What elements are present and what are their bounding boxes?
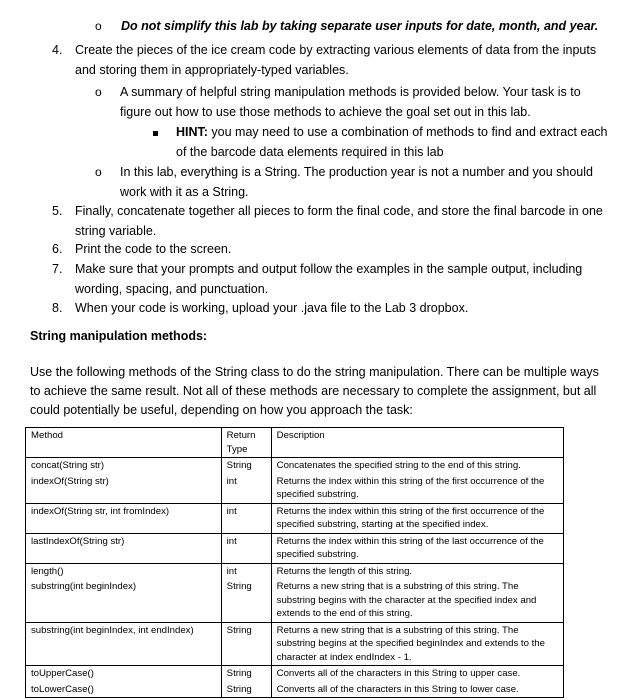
return-type-cell: String — [221, 682, 271, 698]
header-method: Method — [26, 428, 222, 458]
table-row — [26, 579, 564, 622]
method-cell: substring(int beginIndex, int endIndex) — [26, 622, 222, 666]
return-type-cell: String — [221, 458, 271, 474]
paragraph-line-3: could potentially be useful, depending on how you approach the task: — [30, 403, 413, 417]
return-type-cell: int — [221, 533, 271, 563]
sub-bullet-b-line-2: work with it as a String. — [120, 185, 249, 199]
table-row — [26, 563, 564, 579]
methods-table — [25, 427, 564, 698]
step-4-line-1: Create the pieces of the ice cream code by extracting various elements of data from the inputs — [75, 43, 597, 57]
step-7-line-1: Make sure that your prompts and output follow the examples in the sample output, including — [75, 262, 583, 276]
description-cell: Returns the length of this string. — [271, 563, 563, 579]
step-7-line-2: wording, spacing, and punctuation. — [75, 282, 269, 296]
description-cell: Returns the index within this string of the first occurrence of the specified substring. — [271, 474, 563, 504]
step-5-line-2: string variable. — [75, 224, 157, 238]
step-number: 4. — [52, 43, 63, 57]
description-cell: Returns the index within this string of the first occurrence of the specified substring, starting at the specified index. — [271, 503, 563, 533]
hint-label: HINT: — [176, 125, 208, 139]
return-type-cell: int — [221, 474, 271, 504]
table-row — [26, 474, 564, 504]
table-row — [26, 622, 564, 666]
table-row — [26, 682, 564, 698]
method-cell: concat(String str) — [26, 458, 222, 474]
method-cell: toLowerCase() — [26, 682, 222, 698]
header-description: Description — [271, 428, 563, 458]
step-5-line-1: Finally, concatenate together all pieces to form the final code, and store the final barcode in one — [75, 204, 603, 218]
description-cell: Concatenates the specified string to the end of this string. — [271, 458, 563, 474]
return-type-cell: String — [221, 622, 271, 666]
return-type-cell: String — [221, 579, 271, 622]
method-cell: substring(int beginIndex) — [26, 579, 222, 622]
return-type-cell: String — [221, 666, 271, 682]
table-row — [26, 503, 564, 533]
hint-text: you may need to use a combination of methods to find and extract each — [207, 125, 608, 139]
hollow-bullet-icon: o — [95, 165, 102, 179]
step-6-line-1: Print the code to the screen. — [75, 242, 232, 256]
header-return-type: Return Type — [221, 428, 271, 458]
sub-bullet-a-line-2: figure out how to use those methods to achieve the goal set out in this lab. — [120, 105, 531, 119]
return-type-cell: int — [221, 563, 271, 579]
return-type-cell: int — [221, 503, 271, 533]
hint-line-2: of the barcode data elements required in this lab — [176, 145, 444, 159]
description-cell: Converts all of the characters in this String to upper case. — [271, 666, 563, 682]
method-cell: toUpperCase() — [26, 666, 222, 682]
description-cell: Returns a new string that is a substring of this string. The substring begins with the character at the specified index and extends to the end of this string. — [271, 579, 563, 622]
method-cell: indexOf(String str) — [26, 474, 222, 504]
step-number: 6. — [52, 242, 63, 256]
section-heading: String manipulation methods: — [30, 329, 208, 343]
hollow-bullet-icon: o — [95, 85, 102, 99]
description-cell: Returns the index within this string of the last occurrence of the specified substring. — [271, 533, 563, 563]
intro-bullet-text: Do not simplify this lab by taking separate user inputs for date, month, and year. — [121, 19, 599, 33]
sub-bullet-a-line-1: A summary of helpful string manipulation methods is provided below. Your task is to — [120, 85, 581, 99]
table-row — [26, 666, 564, 682]
hint-line-1 — [176, 123, 608, 143]
paragraph-line-2: to achieve the same result. Not all of these methods are necessary to complete the assignment, but all — [30, 384, 597, 398]
table-row — [26, 458, 564, 474]
step-8-line-1: When your code is working, upload your .java file to the Lab 3 dropbox. — [75, 301, 469, 315]
method-cell: lastIndexOf(String str) — [26, 533, 222, 563]
step-number: 8. — [52, 301, 63, 315]
step-number: 7. — [52, 262, 63, 276]
table-header-row — [26, 428, 564, 458]
description-cell: Returns a new string that is a substring of this string. The substring begins at the specified beginIndex and extends to the character at index endIndex - 1. — [271, 622, 563, 666]
sub-bullet-b-line-1: In this lab, everything is a String. The production year is not a number and you should — [120, 165, 593, 179]
paragraph-line-1: Use the following methods of the String class to do the string manipulation. There can be multiple ways — [30, 365, 599, 379]
step-number: 5. — [52, 204, 63, 218]
method-cell: indexOf(String str, int fromIndex) — [26, 503, 222, 533]
method-cell: length() — [26, 563, 222, 579]
step-4-line-2: and storing them in appropriately-typed variables. — [75, 63, 349, 77]
description-cell: Converts all of the characters in this String to lower case. — [271, 682, 563, 698]
hollow-bullet-icon: o — [95, 19, 102, 33]
table-row — [26, 533, 564, 563]
square-bullet-icon — [153, 131, 158, 136]
